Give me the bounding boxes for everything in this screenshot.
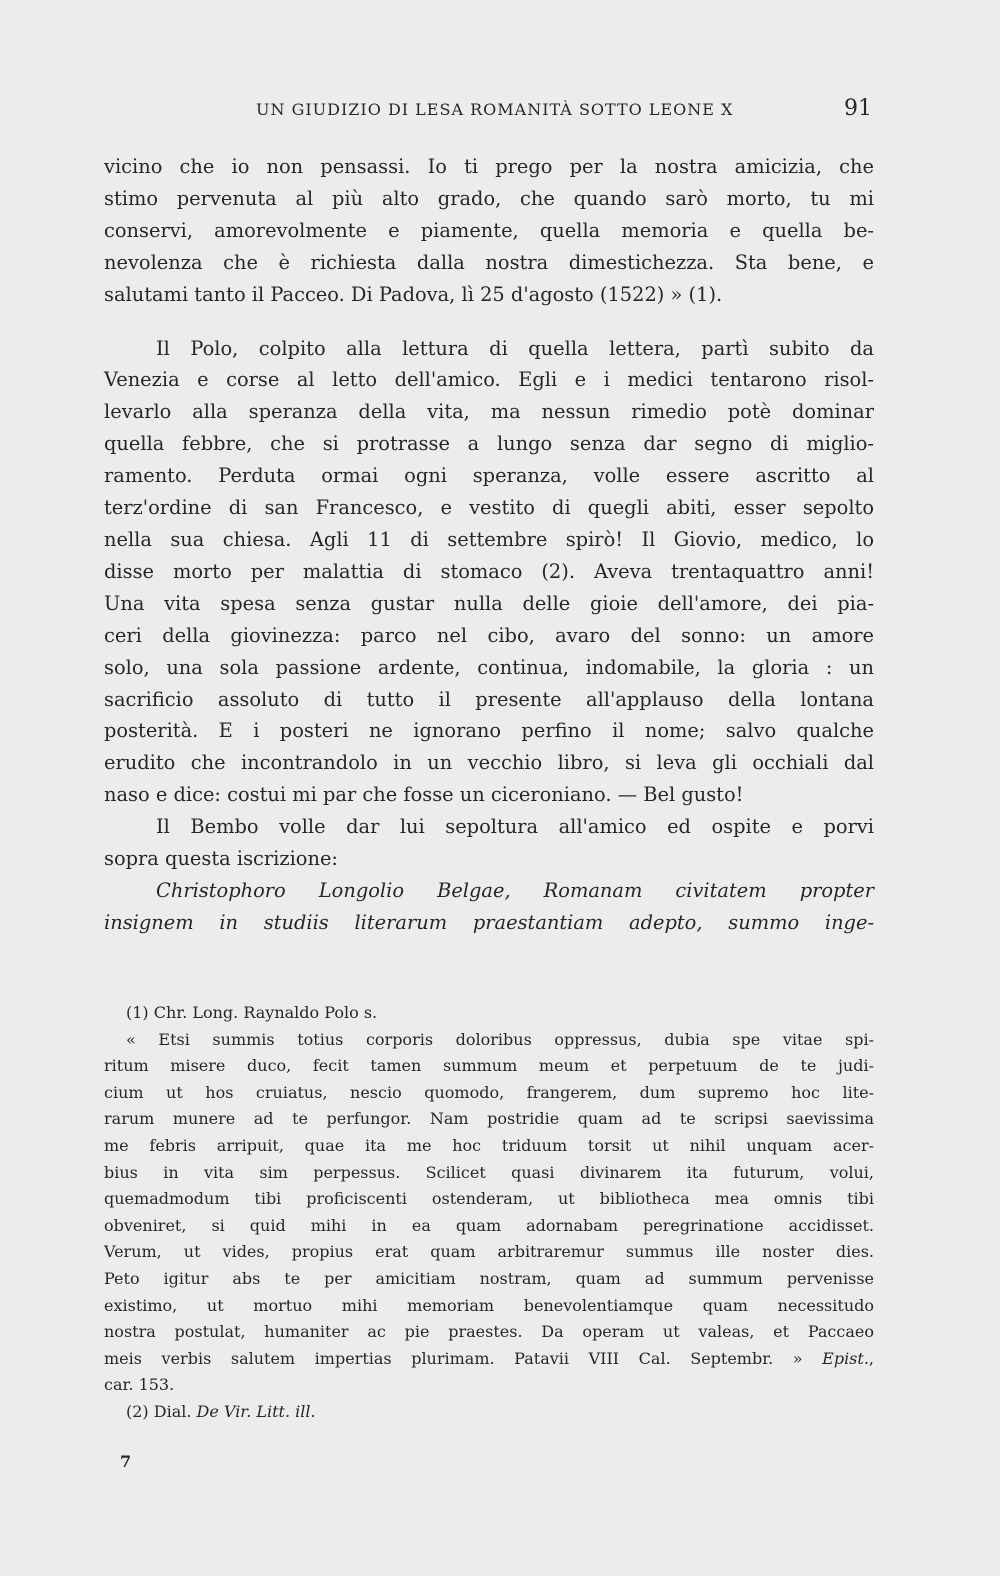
body-line: Una vita spesa senza gustar nulla delle gioie dell'amore, dei pia- (104, 591, 874, 615)
footnote-line: me febris arripuit, quae ita me hoc triduum torsit ut nihil unquam acer- (104, 1135, 874, 1155)
running-title: UN GIUDIZIO DI LESA ROMANITÀ SOTTO LEONE X (256, 100, 734, 119)
footnote-text: meis verbis salutem impertias plurimam. Patavii VIII Cal. Septembr. » (104, 1348, 823, 1368)
body-line: ramento. Perduta ormai ogni speranza, volle essere ascritto al (104, 464, 874, 488)
footnote-comma: , (868, 1348, 874, 1368)
body-line: stimo pervenuta al più alto grado, che quando sarò morto, tu mi (104, 186, 874, 210)
footnote-line: quemadmodum tibi proficiscenti ostenderam, ut bibliotheca mea omnis tibi (104, 1189, 874, 1209)
body-text (104, 151, 874, 939)
signature-mark: 7 (120, 1452, 132, 1471)
body-line: ceri della giovinezza: parco nel cibo, avaro del sonno: un amore (104, 623, 874, 647)
footnote-2 (104, 1399, 874, 1426)
footnote-line: car. 153. (104, 1375, 175, 1395)
epitaph-line: Christophoro Longolio Belgae, Romanam civitatem propter (156, 878, 874, 902)
body-line: sopra questa iscrizione: (104, 847, 338, 871)
footnotes (104, 1000, 874, 1426)
body-line: terz'ordine di san Francesco, e vestito di quegli abiti, esser sepolto (104, 496, 874, 520)
footnote-1-heading: (1) Chr. Long. Raynaldo Polo s. (126, 1003, 378, 1022)
body-line: disse morto per malattia di stomaco (2). Aveva trentaquattro anni! (104, 559, 874, 583)
body-line: posterità. E i posteri ne ignorano perfino il nome; salvo qualche (104, 719, 874, 743)
footnote-line: bius in vita sim perpessus. Scilicet quasi divinarem ita futurum, volui, (104, 1162, 874, 1182)
footnote-line: existimo, ut mortuo mihi memoriam benevolentiamque quam necessitudo (104, 1295, 874, 1315)
footnote-line: rarum munere ad te perfungor. Nam postridie quam ad te scripsi saevissima (104, 1109, 874, 1129)
footnote-line: ritum misere duco, fecit tamen summum meum et perpetuum de te judi- (104, 1056, 874, 1076)
body-line: erudito che incontrandolo in un vecchio libro, si leva gli occhiali dal (104, 751, 874, 775)
body-line: Venezia e corse al letto dell'amico. Egli e i medici tentarono risol- (104, 368, 874, 392)
body-line: Il Polo, colpito alla lettura di quella lettera, partì subito da (156, 336, 874, 360)
body-line: nella sua chiesa. Agli 11 di settembre spirò! Il Giovio, medico, lo (104, 527, 874, 551)
body-line: Il Bembo volle dar lui sepoltura all'amico ed ospite e porvi (156, 815, 874, 839)
footnote-line: nostra postulat, humaniter ac pie praestes. Da operam ut valeas, et Paccaeo (104, 1322, 874, 1342)
body-line: solo, una sola passione ardente, continua, indomabile, la gloria : un (104, 655, 874, 679)
footnote-line (104, 1346, 874, 1373)
body-line: naso e dice: costui mi par che fosse un ciceroniano. — Bel gusto! (104, 783, 744, 807)
body-line: quella febbre, che si protrasse a lungo senza dar segno di miglio- (104, 432, 874, 456)
body-line: nevolenza che è richiesta dalla nostra dimestichezza. Sta bene, e (104, 250, 874, 274)
footnote-line: cium ut hos cruiatus, nescio quomodo, frangerem, dum supremo hoc lite- (104, 1082, 874, 1102)
footnote-line: obveniret, si quid mihi in ea quam adornabam peregrinatione accidisset. (104, 1215, 874, 1235)
body-line: vicino che io non pensassi. Io ti prego per la nostra amicizia, che (104, 155, 874, 178)
footnote-line: Verum, ut vides, propius erat quam arbitraremur summus ille noster dies. (104, 1242, 874, 1262)
footnote-2-title: De Vir. Litt. ill. (196, 1401, 316, 1421)
footnote-line: Peto igitur abs te per amicitiam nostram, quam ad summum pervenisse (104, 1268, 874, 1288)
footnote-2-prefix: (2) Dial. (126, 1401, 197, 1421)
body-line: sacrificio assoluto di tutto il presente all'applauso della lontana (104, 687, 874, 711)
epitaph-line: insignem in studiis literarum praestantiam adepto, summo inge- (104, 910, 874, 934)
body-line: conservi, amorevolmente e piamente, quella memoria e quella be- (104, 218, 874, 242)
footnote-line: « Etsi summis totius corporis doloribus oppressus, dubia spe vitae spi- (126, 1029, 874, 1049)
page-number: 91 (844, 96, 872, 121)
body-line: salutami tanto il Pacceo. Di Padova, lì 25 d'agosto (1522) » (1). (104, 282, 723, 306)
running-head (104, 96, 872, 126)
body-line: levarlo alla speranza della vita, ma nessun rimedio potè dominar (104, 400, 874, 424)
epist-abbrev: Epist. (822, 1348, 869, 1368)
